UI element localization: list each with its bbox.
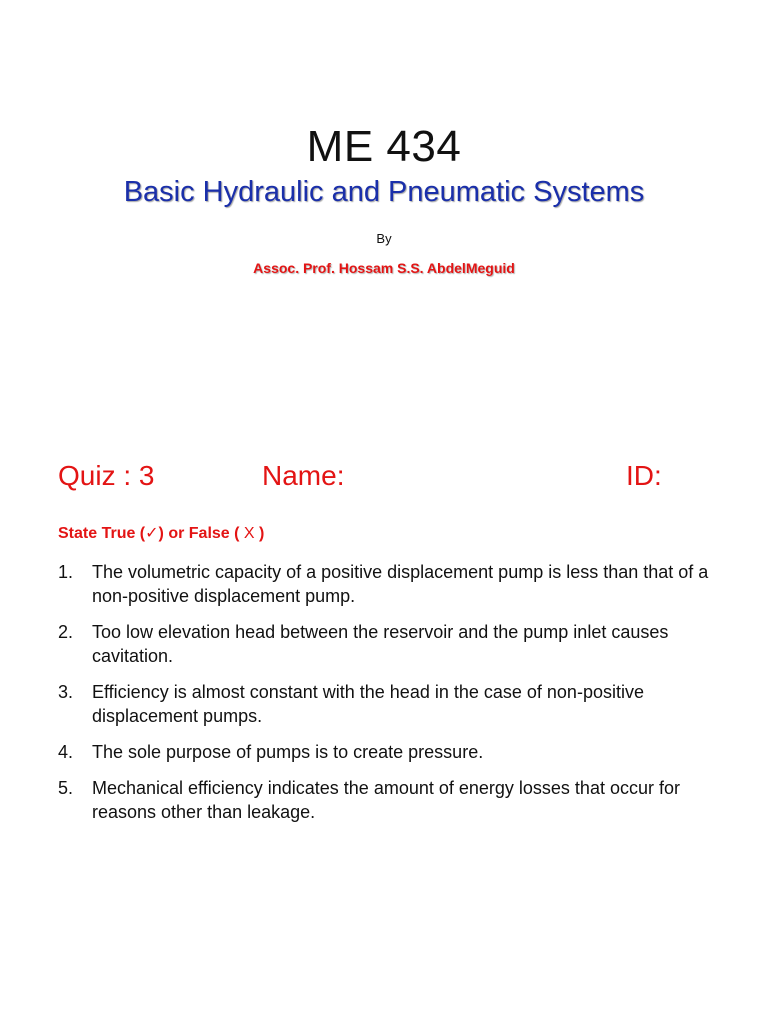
quiz-number-label: Quiz : 3 [58,460,155,491]
question-item [58,740,738,764]
question-text: The sole purpose of pumps is to create pressure. [92,742,484,762]
instruction-middle: ) or False ( [158,525,244,542]
question-item [58,620,738,668]
course-title: Basic Hydraulic and Pneumatic Systems [123,176,645,208]
question-number: 4. [58,742,74,762]
question-text: The volumetric capacity of a positive displacement pump is less than that of a non-positive displacement pump. [92,562,709,606]
question-item [58,560,738,608]
question-text: Too low elevation head between the reservoir and the pump inlet causes cavitation. [92,622,669,666]
student-name-label: Name: [262,460,345,491]
question-item [58,776,738,824]
course-code: ME 434 [306,122,462,171]
x-mark-icon: X [243,525,255,542]
question-number: 1. [58,562,74,582]
question-number: 3. [58,682,74,702]
question-item [58,680,738,728]
quiz-info-row [58,460,738,500]
question-text: Efficiency is almost constant with the head in the case of non-positive displacement pumps. [92,682,644,726]
question-list [58,560,738,836]
author-name: Assoc. Prof. Hossam S.S. AbdelMeguid [253,260,515,276]
question-text: Mechanical efficiency indicates the amount of energy losses that occur for reasons other than leakage. [92,778,680,822]
by-label: By [376,231,392,246]
instruction-prefix: State True ( [58,525,146,542]
instruction-line [58,523,264,543]
check-mark-icon: ✓ [145,523,159,542]
question-number: 2. [58,622,74,642]
question-number: 5. [58,778,74,798]
student-id-label: ID: [626,460,662,491]
instruction-suffix: ) [254,525,265,542]
